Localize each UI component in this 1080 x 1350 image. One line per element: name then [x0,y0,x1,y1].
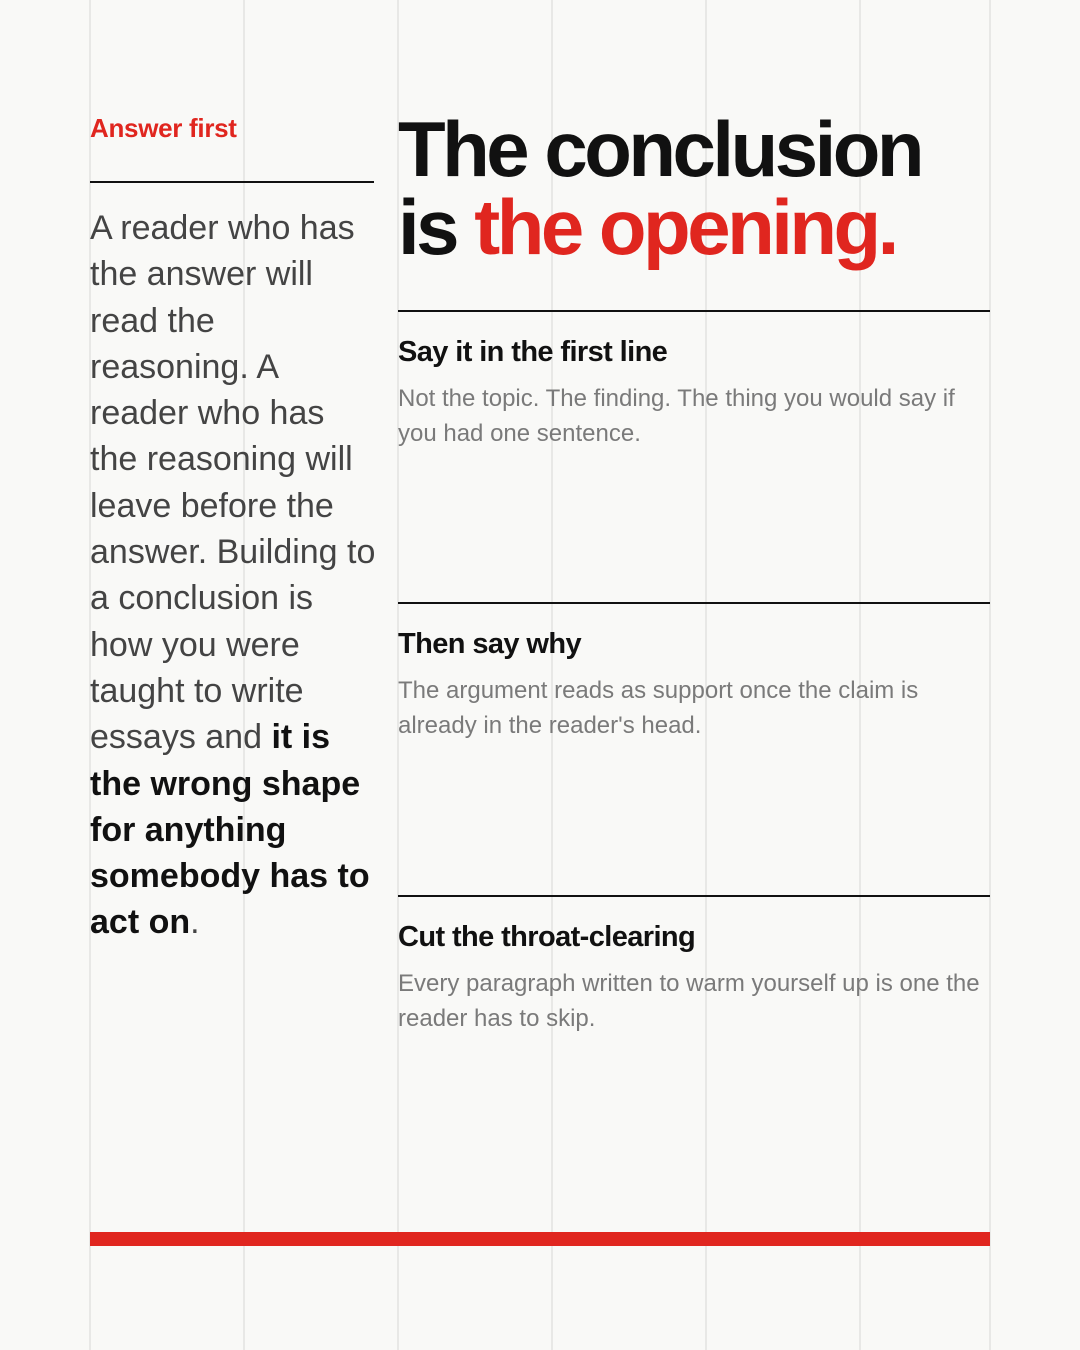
section-say-why [398,602,990,743]
section-body: Not the topic. The finding. The thing you would say if you had one sentence. [398,385,955,447]
section-divider [398,310,990,312]
intro-emphasis: it is the wrong shape for anything somebody has to act on [90,718,370,942]
kicker-label: Answer first [90,113,237,143]
section-title: Say it in the first line [398,336,668,368]
section-body: The argument reads as support once the claim is already in the reader's head. [398,677,919,739]
section-divider [398,895,990,897]
headline-line-2-plain: is [398,183,475,271]
accent-bar [90,1232,990,1246]
headline [398,105,1038,271]
intro-paragraph [90,205,380,946]
section-title: Cut the throat-clearing [398,921,696,953]
section-throat-clearing [398,895,990,1036]
intro-end: . [190,903,200,942]
section-body: Every paragraph written to warm yourself up is one the reader has to skip. [398,970,980,1032]
intro-text: A reader who has the answer will read the reasoning. A reader who has the reasoning will leave before the answer. Building to a conclusion is how you were taught to write essays and [90,209,376,757]
section-title: Then say why [398,628,581,660]
headline-line-1: The conclusion [398,105,922,193]
section-first-line [398,310,990,451]
headline-accent: the opening. [474,183,896,271]
section-divider [398,602,990,604]
kicker-divider [90,181,374,183]
